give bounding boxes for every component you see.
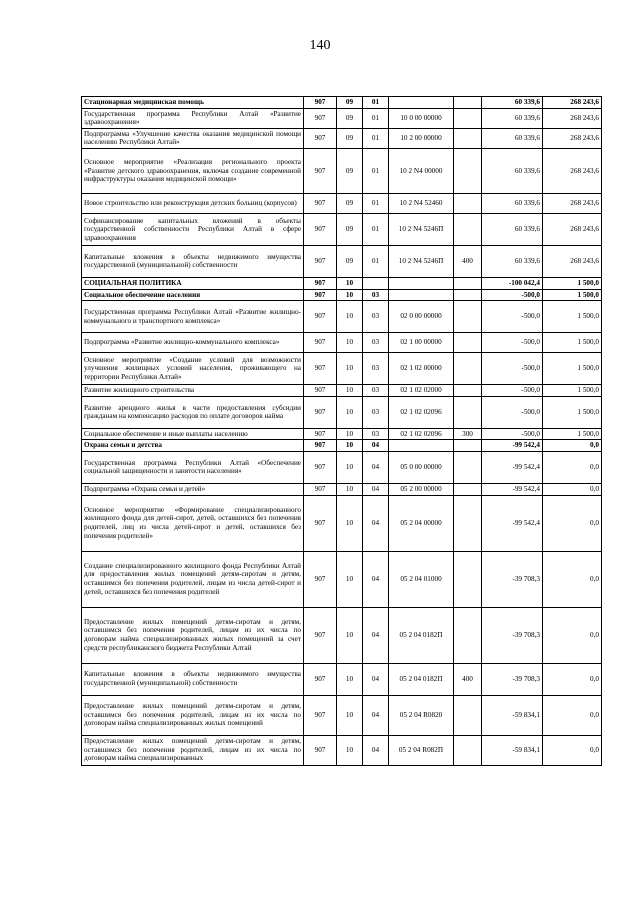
- section-code-cell: 09: [337, 213, 363, 245]
- row-name-cell: Развитие жилищного строительства: [82, 385, 304, 397]
- amount-cell: -39 708,3: [482, 663, 543, 695]
- target-article-cell: [389, 440, 454, 452]
- target-article-cell: 02 1 02 02000: [389, 385, 454, 397]
- table-row: [82, 289, 602, 301]
- table-row: [82, 385, 602, 397]
- expense-type-cell: [454, 277, 482, 289]
- amount-cell: 60 339,6: [482, 213, 543, 245]
- section-code-cell: 10: [337, 396, 363, 428]
- table-row: [82, 245, 602, 277]
- ministry-code-cell: 907: [304, 245, 337, 277]
- target-article-cell: 05 2 04 0182П: [389, 607, 454, 663]
- subsection-code-cell: 04: [363, 695, 389, 735]
- target-article-cell: 05 2 04 00000: [389, 495, 454, 551]
- row-name-cell: Предоставление жилых помещений детям-сиротам и детям, оставшимся без попечения родителей, лицам из их числа по договорам найма специализированных жилых помещений за счет средств республиканского бюджета Республики Алтай: [82, 607, 304, 663]
- amount-cell: -500,0: [482, 289, 543, 301]
- row-name-cell: Социальное обеспечение и иные выплаты населению: [82, 428, 304, 440]
- amount-cell: 268 243,6: [543, 108, 602, 128]
- target-article-cell: [389, 97, 454, 109]
- amount-cell: 0,0: [543, 551, 602, 607]
- expense-type-cell: [454, 128, 482, 148]
- table-row: [82, 451, 602, 483]
- amount-cell: -500,0: [482, 353, 543, 385]
- amount-cell: -99 542,4: [482, 483, 543, 495]
- target-article-cell: 05 2 04 R0820: [389, 695, 454, 735]
- ministry-code-cell: 907: [304, 193, 337, 213]
- section-code-cell: 09: [337, 245, 363, 277]
- subsection-code-cell: 01: [363, 245, 389, 277]
- amount-cell: 1 500,0: [543, 428, 602, 440]
- subsection-code-cell: 03: [363, 301, 389, 333]
- ministry-code-cell: 907: [304, 695, 337, 735]
- row-name-cell: Основное мероприятие «Формирование специализированного жилищного фонда для детей-сирот, детей, оставшихся без попечения родителей, лиц из числа детей-сирот и детей, оставшихся без попечения родителей»: [82, 495, 304, 551]
- subsection-code-cell: 03: [363, 396, 389, 428]
- amount-cell: 268 243,6: [543, 213, 602, 245]
- expense-type-cell: [454, 213, 482, 245]
- expense-type-cell: [454, 451, 482, 483]
- expense-type-cell: [454, 301, 482, 333]
- expense-type-cell: 400: [454, 663, 482, 695]
- table-row: [82, 551, 602, 607]
- section-code-cell: 10: [337, 385, 363, 397]
- subsection-code-cell: 04: [363, 551, 389, 607]
- amount-cell: 1 500,0: [543, 353, 602, 385]
- ministry-code-cell: 907: [304, 483, 337, 495]
- subsection-code-cell: 04: [363, 663, 389, 695]
- expense-type-cell: [454, 353, 482, 385]
- section-code-cell: 09: [337, 148, 363, 193]
- ministry-code-cell: 907: [304, 289, 337, 301]
- amount-cell: 0,0: [543, 663, 602, 695]
- expense-type-cell: [454, 551, 482, 607]
- expense-type-cell: [454, 483, 482, 495]
- amount-cell: -99 542,4: [482, 451, 543, 483]
- subsection-code-cell: 03: [363, 333, 389, 353]
- expense-type-cell: [454, 735, 482, 765]
- amount-cell: 268 243,6: [543, 128, 602, 148]
- section-code-cell: 09: [337, 193, 363, 213]
- subsection-code-cell: 04: [363, 451, 389, 483]
- section-code-cell: 10: [337, 289, 363, 301]
- subsection-code-cell: 03: [363, 353, 389, 385]
- amount-cell: -500,0: [482, 396, 543, 428]
- target-article-cell: 10 2 N4 5246П: [389, 245, 454, 277]
- amount-cell: 0,0: [543, 607, 602, 663]
- subsection-code-cell: 01: [363, 213, 389, 245]
- table-row: [82, 108, 602, 128]
- table-row: [82, 148, 602, 193]
- ministry-code-cell: 907: [304, 353, 337, 385]
- amount-cell: -100 042,4: [482, 277, 543, 289]
- target-article-cell: [389, 289, 454, 301]
- subsection-code-cell: 04: [363, 440, 389, 452]
- table-row: [82, 396, 602, 428]
- amount-cell: 268 243,6: [543, 97, 602, 109]
- row-name-cell: Капитальные вложения в объекты недвижимого имущества государственной (муниципальной) собственности: [82, 245, 304, 277]
- row-name-cell: Социальное обеспечение населения: [82, 289, 304, 301]
- row-name-cell: Предоставление жилых помещений детям-сиротам и детям, оставшимся без попечения родителей, лицам из их числа по договорам найма специализированных: [82, 735, 304, 765]
- table-row: [82, 301, 602, 333]
- section-code-cell: 10: [337, 428, 363, 440]
- table-row: [82, 213, 602, 245]
- subsection-code-cell: 03: [363, 428, 389, 440]
- table-row: [82, 483, 602, 495]
- amount-cell: 0,0: [543, 695, 602, 735]
- amount-cell: 60 339,6: [482, 245, 543, 277]
- amount-cell: -500,0: [482, 385, 543, 397]
- section-code-cell: 10: [337, 607, 363, 663]
- section-code-cell: 10: [337, 551, 363, 607]
- section-code-cell: 10: [337, 735, 363, 765]
- row-name-cell: Государственная программа Республики Алтай «Развитие жилищно-коммунального и транспортного комплекса»: [82, 301, 304, 333]
- section-code-cell: 10: [337, 483, 363, 495]
- expense-type-cell: 300: [454, 428, 482, 440]
- section-code-cell: 10: [337, 495, 363, 551]
- amount-cell: 60 339,6: [482, 128, 543, 148]
- row-name-cell: Подпрограмма «Улучшение качества оказания медицинской помощи населению Республики Алтай»: [82, 128, 304, 148]
- amount-cell: 0,0: [543, 495, 602, 551]
- target-article-cell: [389, 277, 454, 289]
- amount-cell: -59 834,1: [482, 735, 543, 765]
- expense-type-cell: [454, 148, 482, 193]
- subsection-code-cell: 04: [363, 483, 389, 495]
- table-row: [82, 440, 602, 452]
- table-row: [82, 277, 602, 289]
- section-code-cell: 10: [337, 333, 363, 353]
- ministry-code-cell: 907: [304, 108, 337, 128]
- amount-cell: 268 243,6: [543, 148, 602, 193]
- amount-cell: -99 542,4: [482, 495, 543, 551]
- ministry-code-cell: 907: [304, 277, 337, 289]
- section-code-cell: 10: [337, 301, 363, 333]
- section-code-cell: 10: [337, 695, 363, 735]
- target-article-cell: 05 2 00 00000: [389, 483, 454, 495]
- subsection-code-cell: [363, 277, 389, 289]
- table-row: [82, 97, 602, 109]
- ministry-code-cell: 907: [304, 148, 337, 193]
- amount-cell: 0,0: [543, 483, 602, 495]
- table-row: [82, 353, 602, 385]
- expense-type-cell: [454, 289, 482, 301]
- expense-type-cell: [454, 607, 482, 663]
- expense-type-cell: [454, 385, 482, 397]
- expense-type-cell: [454, 97, 482, 109]
- ministry-code-cell: 907: [304, 735, 337, 765]
- expense-type-cell: 400: [454, 245, 482, 277]
- target-article-cell: 05 2 04 R082П: [389, 735, 454, 765]
- ministry-code-cell: 907: [304, 385, 337, 397]
- expense-type-cell: [454, 333, 482, 353]
- subsection-code-cell: 04: [363, 735, 389, 765]
- amount-cell: -39 708,3: [482, 551, 543, 607]
- expense-type-cell: [454, 193, 482, 213]
- amount-cell: -59 834,1: [482, 695, 543, 735]
- row-name-cell: Государственная программа Республики Алтай «Обеспечение социальной защищенности и занятости населения»: [82, 451, 304, 483]
- expense-type-cell: [454, 440, 482, 452]
- ministry-code-cell: 907: [304, 551, 337, 607]
- table-row: [82, 428, 602, 440]
- target-article-cell: 02 1 02 02096: [389, 428, 454, 440]
- ministry-code-cell: 907: [304, 97, 337, 109]
- row-name-cell: СОЦИАЛЬНАЯ ПОЛИТИКА: [82, 277, 304, 289]
- row-name-cell: Основное мероприятие «Создание условий для возможности улучшения жилищных условий населения, проживающего на территории Республики Алтай»: [82, 353, 304, 385]
- amount-cell: 60 339,6: [482, 193, 543, 213]
- subsection-code-cell: 01: [363, 128, 389, 148]
- subsection-code-cell: 01: [363, 193, 389, 213]
- subsection-code-cell: 04: [363, 495, 389, 551]
- amount-cell: 1 500,0: [543, 396, 602, 428]
- amount-cell: 1 500,0: [543, 277, 602, 289]
- table-row: [82, 495, 602, 551]
- ministry-code-cell: 907: [304, 451, 337, 483]
- amount-cell: 268 243,6: [543, 193, 602, 213]
- target-article-cell: 05 0 00 00000: [389, 451, 454, 483]
- row-name-cell: Развитие арендного жилья в части предоставления субсидии гражданам на компенсацию расходов по оплате договоров найма: [82, 396, 304, 428]
- expense-type-cell: [454, 396, 482, 428]
- expense-type-cell: [454, 108, 482, 128]
- target-article-cell: 02 0 00 00000: [389, 301, 454, 333]
- amount-cell: -500,0: [482, 301, 543, 333]
- amount-cell: -500,0: [482, 428, 543, 440]
- section-code-cell: 09: [337, 128, 363, 148]
- row-name-cell: Стационарная медицинская помощь: [82, 97, 304, 109]
- target-article-cell: 10 2 N4 5246П: [389, 213, 454, 245]
- row-name-cell: Охрана семьи и детства: [82, 440, 304, 452]
- section-code-cell: 10: [337, 353, 363, 385]
- ministry-code-cell: 907: [304, 440, 337, 452]
- table-row: [82, 663, 602, 695]
- target-article-cell: 05 2 04 0182П: [389, 663, 454, 695]
- table-row: [82, 607, 602, 663]
- row-name-cell: Подпрограмма «Развитие жилищно-коммунального комплекса»: [82, 333, 304, 353]
- target-article-cell: 05 2 04 01000: [389, 551, 454, 607]
- amount-cell: 1 500,0: [543, 289, 602, 301]
- target-article-cell: 10 2 N4 52460: [389, 193, 454, 213]
- table-row: [82, 695, 602, 735]
- page-number: 140: [309, 38, 331, 53]
- ministry-code-cell: 907: [304, 607, 337, 663]
- section-code-cell: 10: [337, 663, 363, 695]
- subsection-code-cell: 01: [363, 108, 389, 128]
- row-name-cell: Подпрограмма «Охрана семьи и детей»: [82, 483, 304, 495]
- table-body: [82, 97, 602, 766]
- target-article-cell: 10 0 00 00000: [389, 108, 454, 128]
- row-name-cell: Основное мероприятие «Реализация регионального проекта «Развитие детского здравоохранения, включая создание современной инфраструктуры оказания медицинской помощи»: [82, 148, 304, 193]
- amount-cell: -500,0: [482, 333, 543, 353]
- ministry-code-cell: 907: [304, 396, 337, 428]
- amount-cell: 60 339,6: [482, 148, 543, 193]
- table-row: [82, 735, 602, 765]
- amount-cell: -39 708,3: [482, 607, 543, 663]
- ministry-code-cell: 907: [304, 128, 337, 148]
- amount-cell: 60 339,6: [482, 97, 543, 109]
- table-row: [82, 128, 602, 148]
- budget-table: [81, 96, 602, 766]
- amount-cell: -99 542,4: [482, 440, 543, 452]
- ministry-code-cell: 907: [304, 333, 337, 353]
- amount-cell: 0,0: [543, 440, 602, 452]
- ministry-code-cell: 907: [304, 495, 337, 551]
- ministry-code-cell: 907: [304, 301, 337, 333]
- target-article-cell: 10 2 N4 00000: [389, 148, 454, 193]
- section-code-cell: 10: [337, 451, 363, 483]
- ministry-code-cell: 907: [304, 663, 337, 695]
- amount-cell: 60 339,6: [482, 108, 543, 128]
- row-name-cell: Новое строительство или реконструкция детских больниц (корпусов): [82, 193, 304, 213]
- section-code-cell: 09: [337, 97, 363, 109]
- amount-cell: 1 500,0: [543, 333, 602, 353]
- subsection-code-cell: 04: [363, 607, 389, 663]
- subsection-code-cell: 01: [363, 148, 389, 193]
- row-name-cell: Создание специализированного жилищного фонда Республики Алтай для предоставления жилых помещений детям-сиротам и детям, оставшимся без попечения родителей, лицам из числа детей-сирот и детей, оставшихся без попечения родителей: [82, 551, 304, 607]
- expense-type-cell: [454, 695, 482, 735]
- amount-cell: 268 243,6: [543, 245, 602, 277]
- row-name-cell: Государственная программа Республики Алтай «Развитие здравоохранения»: [82, 108, 304, 128]
- amount-cell: 0,0: [543, 451, 602, 483]
- ministry-code-cell: 907: [304, 428, 337, 440]
- amount-cell: 0,0: [543, 735, 602, 765]
- section-code-cell: 09: [337, 108, 363, 128]
- row-name-cell: Предоставление жилых помещений детям-сиротам и детям, оставшимся без попечения родителей, лицам из их числа по договорам найма специализированных жилых помещений: [82, 695, 304, 735]
- target-article-cell: 02 1 02 00000: [389, 353, 454, 385]
- ministry-code-cell: 907: [304, 213, 337, 245]
- expense-type-cell: [454, 495, 482, 551]
- row-name-cell: Софинансирование капитальных вложений в объекты государственной собственности Республики Алтай в сфере здравоохранения: [82, 213, 304, 245]
- row-name-cell: Капитальные вложения в объекты недвижимого имущества государственной (муниципальной) собственности: [82, 663, 304, 695]
- subsection-code-cell: 01: [363, 97, 389, 109]
- table-row: [82, 193, 602, 213]
- target-article-cell: 02 1 02 02096: [389, 396, 454, 428]
- amount-cell: 1 500,0: [543, 385, 602, 397]
- section-code-cell: 10: [337, 277, 363, 289]
- section-code-cell: 10: [337, 440, 363, 452]
- subsection-code-cell: 03: [363, 385, 389, 397]
- amount-cell: 1 500,0: [543, 301, 602, 333]
- target-article-cell: 10 2 00 00000: [389, 128, 454, 148]
- target-article-cell: 02 1 00 00000: [389, 333, 454, 353]
- table-row: [82, 333, 602, 353]
- subsection-code-cell: 03: [363, 289, 389, 301]
